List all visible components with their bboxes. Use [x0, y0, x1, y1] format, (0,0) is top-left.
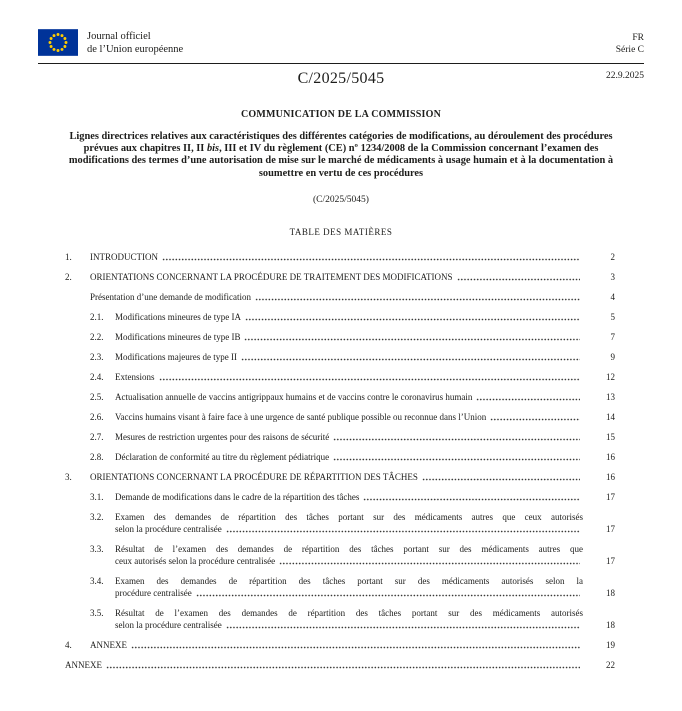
- toc-entry-line2: [65, 619, 615, 631]
- toc-entry-number: 3.: [65, 471, 72, 482]
- dot-leader: [244, 331, 580, 343]
- toc-entry: [65, 491, 615, 503]
- toc-entry-title: Vaccins humains visant à faire face à une urgence de santé publique possible ou reconnue dans l’Union: [115, 411, 487, 422]
- toc-entry-title: ANNEXE: [90, 639, 127, 650]
- toc-spacer: [583, 511, 615, 523]
- toc-entry-title: Actualisation annuelle de vaccins antigrippaux humains et de vaccins contre le coronavirus humain: [115, 391, 473, 402]
- toc-spacer: [65, 607, 90, 619]
- language-series-block: [616, 29, 644, 56]
- toc-entry-title: Résultat de l’examen des demandes de répartition des tâches portant sur des médicaments autorisés: [115, 607, 583, 618]
- dot-leader: [196, 587, 580, 599]
- toc-entry-number: 2.3.: [90, 351, 104, 362]
- table-of-contents: [65, 251, 615, 671]
- dot-leader: [457, 271, 580, 283]
- toc-spacer: [583, 575, 615, 587]
- toc-entry-number: 2.7.: [90, 431, 104, 442]
- toc-entry-title-continued: procédure centralisée: [115, 587, 192, 598]
- dot-leader: [226, 523, 580, 535]
- toc-entry: [65, 451, 615, 463]
- toc-entry-title: Déclaration de conformité au titre du règlement pédiatrique: [115, 451, 330, 462]
- toc-entry-title: Modifications mineures de type IB: [115, 331, 241, 342]
- toc-entry-page: 22: [606, 659, 615, 670]
- toc-entry-title: Présentation d’une demande de modification: [90, 291, 251, 302]
- dot-leader: [422, 471, 580, 483]
- document-title-part2: , III et IV du règlement (CE) nº 1234/2008 de la Commission concernant l’examen des modifications des termes d’une autorisation de mise sur le marché de médicaments à usage humain et à la documentation à soumettre en vertu de ces procédures: [68, 143, 614, 179]
- toc-entry: [65, 607, 615, 631]
- toc-entry-page: 17: [606, 491, 615, 502]
- toc-entry-page: 17: [606, 523, 615, 534]
- toc-entry-number: 3.1.: [90, 491, 104, 502]
- eu-flag-logo: [38, 29, 78, 56]
- toc-entry-page: 5: [610, 311, 615, 322]
- toc-entry-title: INTRODUCTION: [90, 251, 158, 262]
- toc-entry: [65, 411, 615, 423]
- toc-entry: [65, 351, 615, 363]
- dot-leader: [162, 251, 580, 263]
- journal-title-line2: de l’Union européenne: [87, 44, 184, 55]
- toc-entry-number: 2.5.: [90, 391, 104, 402]
- dot-leader: [131, 639, 580, 651]
- toc-entry-page: 16: [606, 471, 615, 482]
- toc-spacer: [65, 511, 90, 523]
- dot-leader: [159, 371, 581, 383]
- toc-entry: [65, 371, 615, 383]
- toc-entry-title: Demande de modifications dans le cadre de la répartition des tâches: [115, 491, 360, 502]
- toc-entry: [65, 311, 615, 323]
- journal-title-line1: Journal officiel: [87, 31, 151, 42]
- toc-entry-title: Modifications mineures de type IA: [115, 311, 241, 322]
- document-type-heading: COMMUNICATION DE LA COMMISSION: [241, 109, 441, 120]
- toc-spacer: [583, 607, 615, 619]
- toc-entry-page: 17: [606, 555, 615, 566]
- journal-brand: [38, 29, 183, 56]
- toc-entry-title: Mesures de restriction urgentes pour des raisons de sécurité: [115, 431, 330, 442]
- toc-entry-page: 18: [606, 619, 615, 630]
- toc-entry-title: ORIENTATIONS CONCERNANT LA PROCÉDURE DE TRAITEMENT DES MODIFICATIONS: [90, 271, 453, 282]
- header-rule: [38, 63, 644, 64]
- toc-entry: [65, 271, 615, 283]
- dot-leader: [255, 291, 580, 303]
- dot-leader: [279, 555, 580, 567]
- dot-leader: [333, 451, 580, 463]
- dot-leader: [476, 391, 580, 403]
- toc-heading: TABLE DES MATIÈRES: [289, 226, 393, 237]
- toc-entry-number: 2.4.: [90, 371, 104, 382]
- dot-leader: [241, 351, 580, 363]
- toc-entry-number: 3.3.: [90, 543, 104, 554]
- toc-entry-title-continued: selon la procédure centralisée: [115, 523, 222, 534]
- toc-entry: [65, 543, 615, 567]
- toc-entry-number: 3.4.: [90, 575, 104, 586]
- toc-spacer: [65, 575, 90, 587]
- toc-entry-page: 4: [610, 291, 615, 302]
- toc-entry-page: 2: [610, 251, 615, 262]
- masthead: [38, 29, 644, 56]
- journal-title: [87, 29, 183, 56]
- publication-date: 22.9.2025: [606, 71, 644, 81]
- toc-entry-number: 4.: [65, 639, 72, 650]
- toc-entry-number: 2.: [65, 271, 72, 282]
- series-label: Série C: [615, 45, 644, 55]
- toc-entry: [65, 471, 615, 483]
- toc-entry-title: ANNEXE: [65, 659, 102, 670]
- toc-entry-page: 12: [606, 371, 615, 382]
- toc-entry-line1: [65, 575, 615, 587]
- toc-entry-number: 2.6.: [90, 411, 104, 422]
- toc-entry: [65, 251, 615, 263]
- toc-entry-number: 2.2.: [90, 331, 104, 342]
- document-title-part1: Lignes directrices relatives aux caractéristiques des différentes catégories de modifications, au déroulement des procédures prévues aux chapitres II, II: [69, 131, 613, 155]
- toc-entry-title: Examen des demandes de répartition des tâches portant sur des médicaments autres que ceux autorisés: [115, 511, 583, 522]
- toc-entry-page: 16: [606, 451, 615, 462]
- dot-leader: [245, 311, 580, 323]
- toc-entry-line2: [65, 523, 615, 535]
- toc-entry-page: 15: [606, 431, 615, 442]
- dot-leader: [106, 659, 580, 671]
- toc-entry: [65, 511, 615, 535]
- dot-leader: [363, 491, 580, 503]
- toc-entry: [65, 291, 615, 303]
- toc-entry-page: 3: [610, 271, 615, 282]
- dot-leader: [490, 411, 580, 423]
- toc-entry-title-continued: ceux autorisés selon la procédure centralisée: [115, 555, 276, 566]
- toc-entry-title: Extensions: [115, 371, 155, 382]
- toc-entry-number: 3.2.: [90, 511, 104, 522]
- dot-leader: [226, 619, 580, 631]
- toc-entry-line1: [65, 607, 615, 619]
- toc-entry-number: 3.5.: [90, 607, 104, 618]
- toc-entry-page: 18: [606, 587, 615, 598]
- toc-entry-title-continued: selon la procédure centralisée: [115, 619, 222, 630]
- document-number: C/2025/5045: [297, 70, 385, 87]
- toc-entry-line1: [65, 511, 615, 523]
- toc-entry-page: 7: [610, 331, 615, 342]
- dot-leader: [333, 431, 580, 443]
- toc-spacer: [65, 543, 90, 555]
- document-title: [65, 131, 617, 180]
- toc-entry-page: 9: [610, 351, 615, 362]
- document-number-line: [0, 70, 682, 94]
- toc-entry: [65, 659, 615, 671]
- toc-entry: [65, 575, 615, 599]
- toc-entry-title: Modifications majeures de type II: [115, 351, 237, 362]
- toc-entry-line2: [65, 555, 615, 567]
- toc-entry-number: 1.: [65, 251, 72, 262]
- toc-entry-number: 2.1.: [90, 311, 104, 322]
- language-code: FR: [632, 33, 644, 43]
- toc-entry-title: Examen des demandes de répartition des tâches portant sur des médicaments autorisés selon la: [115, 575, 583, 586]
- document-number-reference: (C/2025/5045): [313, 194, 369, 205]
- toc-entry: [65, 391, 615, 403]
- toc-entry: [65, 639, 615, 651]
- toc-entry-title: Résultat de l’examen des demandes de répartition des tâches portant sur des médicaments autres que: [115, 543, 583, 554]
- toc-entry-line2: [65, 587, 615, 599]
- toc-entry-title: ORIENTATIONS CONCERNANT LA PROCÉDURE DE RÉPARTITION DES TÂCHES: [90, 471, 418, 482]
- toc-entry-page: 19: [606, 639, 615, 650]
- toc-spacer: [583, 543, 615, 555]
- toc-entry: [65, 431, 615, 443]
- document-title-italic: bis: [206, 143, 220, 155]
- toc-entry: [65, 331, 615, 343]
- toc-entry-page: 13: [606, 391, 615, 402]
- toc-entry-number: 2.8.: [90, 451, 104, 462]
- toc-entry-line1: [65, 543, 615, 555]
- toc-entry-page: 14: [606, 411, 615, 422]
